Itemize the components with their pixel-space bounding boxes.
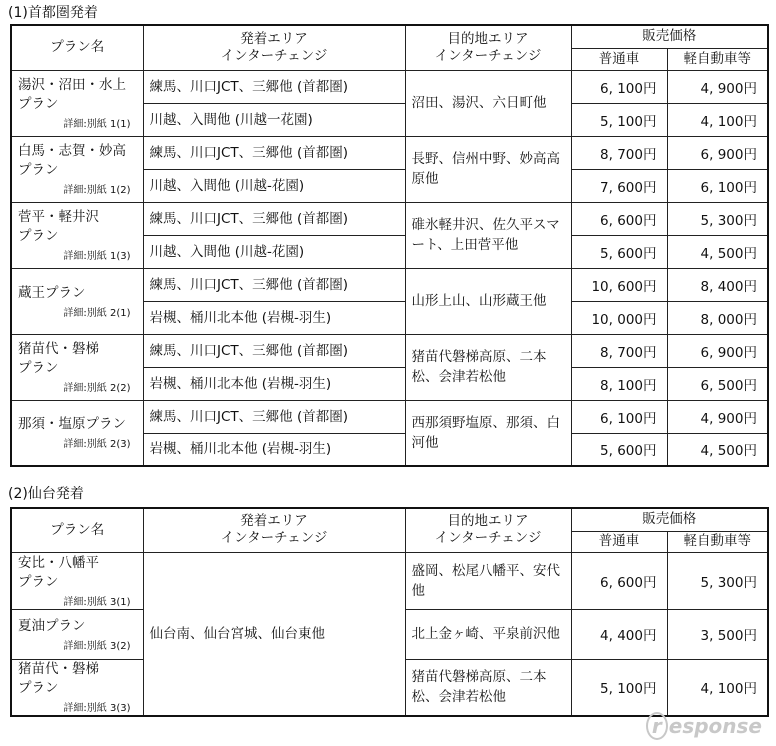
sendai-price-table xyxy=(10,507,769,717)
plan-detail-ref: 詳細:別紙 1(2) xyxy=(63,185,131,196)
price-normal: 6, 100円 xyxy=(571,70,667,103)
section1-title: (1)首都圏発着 xyxy=(8,5,98,21)
header-normal-car: 普通車 xyxy=(571,48,667,70)
departure-area: 川越、入間他 (川越-花園) xyxy=(143,235,405,268)
price-normal: 8, 100円 xyxy=(571,367,667,400)
plan-name: 猪苗代・磐梯 プラン xyxy=(18,661,99,697)
departure-area: 岩槻、桶川北本他 (岩槻-羽生) xyxy=(143,433,405,466)
plan-name: 安比・八幡平 プラン xyxy=(18,554,99,590)
price-normal: 7, 600円 xyxy=(571,169,667,202)
departure-area: 川越、入間他 (川越-花園) xyxy=(143,169,405,202)
header-price: 販売価格 xyxy=(571,25,768,48)
plan-name: 蔵王プラン xyxy=(18,284,86,301)
price-normal: 8, 700円 xyxy=(571,334,667,367)
price-kei: 5, 300円 xyxy=(667,552,768,609)
table-row xyxy=(11,202,768,235)
price-normal: 10, 000円 xyxy=(571,301,667,334)
plan-name: 猪苗代・磐梯 プラン xyxy=(18,341,99,376)
plan-detail-ref: 詳細:別紙 3(3) xyxy=(63,703,131,715)
destination-area: 長野、信州中野、妙高高原他 xyxy=(405,136,571,202)
header-plan: プラン名 xyxy=(11,25,143,70)
departure-area: 練馬、川口JCT、三郷他 (首都圏) xyxy=(143,202,405,235)
price-kei: 5, 300円 xyxy=(667,202,768,235)
section2-title: (2)仙台発着 xyxy=(8,486,84,502)
price-normal: 5, 600円 xyxy=(571,235,667,268)
plan-name-cell xyxy=(11,70,143,136)
price-normal: 6, 600円 xyxy=(571,202,667,235)
plan-detail-ref: 詳細:別紙 1(3) xyxy=(63,251,131,262)
departure-area: 練馬、川口JCT、三郷他 (首都圏) xyxy=(143,136,405,169)
price-normal: 5, 100円 xyxy=(571,659,667,716)
price-kei: 6, 900円 xyxy=(667,334,768,367)
price-kei: 4, 100円 xyxy=(667,659,768,716)
price-kei: 4, 900円 xyxy=(667,400,768,433)
plan-name-cell xyxy=(11,268,143,334)
plan-name-cell xyxy=(11,334,143,400)
header-kei-car: 軽自動車等 xyxy=(667,531,768,552)
departure-area: 練馬、川口JCT、三郷他 (首都圏) xyxy=(143,70,405,103)
price-kei: 8, 400円 xyxy=(667,268,768,301)
header-destination: 目的地エリア インターチェンジ xyxy=(405,508,571,552)
price-kei: 6, 100円 xyxy=(667,169,768,202)
price-normal: 8, 700円 xyxy=(571,136,667,169)
departure-area: 練馬、川口JCT、三郷他 (首都圏) xyxy=(143,268,405,301)
departure-area: 仙台南、仙台宮城、仙台東他 xyxy=(143,552,405,716)
plan-detail-ref: 詳細:別紙 3(1) xyxy=(63,596,131,608)
departure-area: 練馬、川口JCT、三郷他 (首都圏) xyxy=(143,400,405,433)
destination-area: 碓氷軽井沢、佐久平スマート、上田菅平他 xyxy=(405,202,571,268)
table-row xyxy=(11,400,768,433)
price-kei: 4, 500円 xyxy=(667,433,768,466)
price-kei: 4, 100円 xyxy=(667,103,768,136)
table-row xyxy=(11,268,768,301)
shutoken-price-table xyxy=(10,24,769,467)
plan-name: 那須・塩原プラン xyxy=(18,416,126,433)
departure-area: 岩槻、桶川北本他 (岩槻-羽生) xyxy=(143,367,405,400)
price-kei: 4, 500円 xyxy=(667,235,768,268)
price-normal: 6, 600円 xyxy=(571,552,667,609)
plan-name: 菅平・軽井沢 プラン xyxy=(18,209,99,244)
price-kei: 8, 000円 xyxy=(667,301,768,334)
price-kei: 6, 900円 xyxy=(667,136,768,169)
plan-name-cell xyxy=(11,136,143,202)
header-normal-car: 普通車 xyxy=(571,531,667,552)
plan-detail-ref: 詳細:別紙 2(2) xyxy=(63,383,131,394)
plan-name-cell xyxy=(11,400,143,466)
price-kei: 3, 500円 xyxy=(667,609,768,659)
destination-area: 猪苗代磐梯高原、二本松、会津若松他 xyxy=(405,334,571,400)
departure-area: 練馬、川口JCT、三郷他 (首都圏) xyxy=(143,334,405,367)
header-plan: プラン名 xyxy=(11,508,143,552)
plan-name: 白馬・志賀・妙高 プラン xyxy=(18,143,126,178)
header-departure: 発着エリア インターチェンジ xyxy=(143,508,405,552)
destination-area: 盛岡、松尾八幡平、安代他 xyxy=(405,552,571,609)
plan-detail-ref: 詳細:別紙 1(1) xyxy=(63,119,131,130)
plan-name: 夏油プラン xyxy=(18,617,86,634)
price-normal: 4, 400円 xyxy=(571,609,667,659)
table-row xyxy=(11,552,768,609)
plan-name-cell xyxy=(11,552,143,609)
plan-detail-ref: 詳細:別紙 2(3) xyxy=(63,439,131,451)
departure-area: 岩槻、桶川北本他 (岩槻-羽生) xyxy=(143,301,405,334)
price-normal: 5, 600円 xyxy=(571,433,667,466)
table-row xyxy=(11,70,768,103)
header-destination: 目的地エリア インターチェンジ xyxy=(405,25,571,70)
response-watermark-logo: r esponse xyxy=(646,714,762,738)
destination-area: 山形上山、山形蔵王他 xyxy=(405,268,571,334)
header-departure: 発着エリア インターチェンジ xyxy=(143,25,405,70)
table-row xyxy=(11,334,768,367)
plan-name-cell xyxy=(11,659,143,716)
price-normal: 6, 100円 xyxy=(571,400,667,433)
plan-name-cell xyxy=(11,609,143,659)
price-kei: 6, 500円 xyxy=(667,367,768,400)
header-price: 販売価格 xyxy=(571,508,768,531)
destination-area: 北上金ヶ崎、平泉前沢他 xyxy=(405,609,571,659)
destination-area: 猪苗代磐梯高原、二本松、会津若松他 xyxy=(405,659,571,716)
departure-area: 川越、入間他 (川越一花園) xyxy=(143,103,405,136)
header-kei-car: 軽自動車等 xyxy=(667,48,768,70)
destination-area: 沼田、湯沢、六日町他 xyxy=(405,70,571,136)
plan-name: 湯沢・沼田・水上 プラン xyxy=(18,77,126,112)
plan-detail-ref: 詳細:別紙 2(1) xyxy=(63,307,131,319)
destination-area: 西那須野塩原、那須、白河他 xyxy=(405,400,571,466)
price-normal: 10, 600円 xyxy=(571,268,667,301)
plan-name-cell xyxy=(11,202,143,268)
table-row xyxy=(11,136,768,169)
price-normal: 5, 100円 xyxy=(571,103,667,136)
plan-detail-ref: 詳細:別紙 3(2) xyxy=(63,640,131,652)
price-kei: 4, 900円 xyxy=(667,70,768,103)
